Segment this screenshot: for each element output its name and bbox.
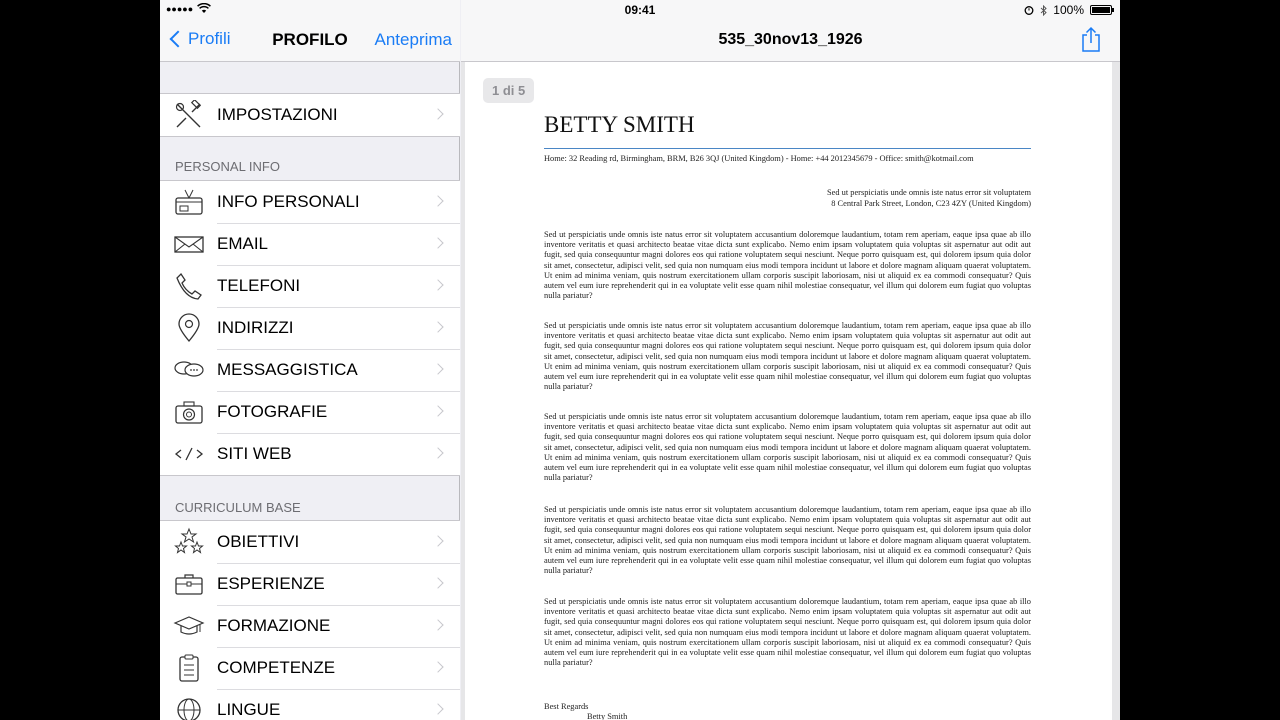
row-indirizzi[interactable] [160,307,460,349]
status-right [1024,3,1112,17]
row-telefoni[interactable] [160,265,460,307]
row-label: INDIRIZZI [217,318,294,337]
letter-paragraph: Sed ut perspiciatis unde omnis iste natus error sit voluptatem accusantium doloremque laudantium, totam rem aperiam, eaque ipsa quae ab illo inventore veritatis et quasi architecto beatae vitae dicta sunt explicabo. Nemo enim ipsam voluptatem quia voluptas sit aspernatur aut odit aut fugit, sed quia consequuntur magni dolores eos qui ratione voluptatem sequi nesciunt. Neque porro quisquam est, qui dolorem ipsum quia dolor sit amet, consectetur, adipisci velit, sed quia non numquam eius modi tempora incidunt ut labore et dolore magnam aliquam quaerat voluptatem. Ut enim ad minima veniam, quis nostrum exercitationem ullam corporis suscipit laboriosam, nisi ut aliquid ex ea commodi consequatur? Quis autem vel eum iure reprehenderit qui in ea voluptate velit esse quam nihil molestiae consequatur, vel illum qui dolorem eum fugiat quo voluptas nulla pariatur? [544,230,1031,301]
chevron-right-icon [432,577,443,588]
settings-group [160,93,460,137]
id-card-icon [173,187,205,217]
row-label: EMAIL [217,234,269,253]
letter-paragraph: Sed ut perspiciatis unde omnis iste natus error sit voluptatem accusantium doloremque laudantium, totam rem aperiam, eaque ipsa quae ab illo inventore veritatis et quasi architecto beatae vitae dicta sunt explicabo. Nemo enim ipsam voluptatem quia voluptas sit aspernatur aut odit aut fugit, sed quia consequuntur magni dolores eos qui ratione voluptatem sequi nesciunt. Neque porro quisquam est, qui dolorem ipsum quia dolor sit amet, consectetur, adipisci velit, sed quia non numquam eius modi tempora incidunt ut labore et dolore magnam aliquam quaerat voluptatem. Ut enim ad minima veniam, quis nostrum exercitationem ullam corporis suscipit laboriosam, nisi ut aliquid ex ea commodi consequatur? Quis autem vel eum iure reprehenderit qui in ea voluptate velit esse quam nihil molestiae consequatur, vel illum qui dolorem eum fugiat quo voluptas nulla pariatur? [544,597,1031,668]
briefcase-icon [173,569,205,599]
phone-icon [173,271,205,301]
back-button-label: Profili [188,29,231,48]
row-email[interactable] [160,223,460,265]
globe-icon [173,695,205,720]
row-esperienze[interactable] [160,563,460,605]
document-page[interactable] [465,62,1112,720]
row-impostazioni[interactable] [160,94,460,136]
code-icon [173,439,205,469]
status-bar [160,0,1120,20]
section-header-curriculum: CURRICULUM BASE [175,500,301,515]
share-icon[interactable] [1080,26,1102,52]
stars-icon [173,527,205,557]
personal-info-group [160,180,460,476]
document-title: 535_30nov13_1926 [718,31,863,48]
recipient-block [827,188,1031,209]
chevron-right-icon [432,108,443,119]
row-lingue[interactable] [160,689,460,720]
row-fotografie[interactable] [160,391,460,433]
tools-icon [173,100,205,130]
chevron-right-icon [432,237,443,248]
row-competenze[interactable] [160,647,460,689]
chevron-right-icon [432,619,443,630]
chevron-right-icon [432,405,443,416]
graduation-cap-icon [173,611,205,641]
chevron-right-icon [432,279,443,290]
battery-icon [1090,5,1112,15]
row-obiettivi[interactable] [160,521,460,563]
row-label: ESPERIENZE [217,574,325,593]
document-preview-pane [461,0,1120,720]
sign-off: Best Regards [544,702,589,711]
section-header-personal-info: PERSONAL INFO [175,159,280,174]
recipient-line-2: 8 Central Park Street, London, C23 4ZY (United Kingdom) [831,198,1031,208]
row-label: IMPOSTAZIONI [217,105,338,124]
row-label: INFO PERSONALI [217,192,360,211]
location-pin-icon [173,313,205,343]
row-label: COMPETENZE [217,658,336,677]
page-indicator: 1 di 5 [483,78,534,103]
camera-icon [173,397,205,427]
chevron-right-icon [432,195,443,206]
chevron-right-icon [432,321,443,332]
row-label: TELEFONI [217,276,301,295]
chevron-right-icon [432,661,443,672]
battery-fill [1092,7,1110,13]
letter-paragraph: Sed ut perspiciatis unde omnis iste natus error sit voluptatem accusantium doloremque laudantium, totam rem aperiam, eaque ipsa quae ab illo inventore veritatis et quasi architecto beatae vitae dicta sunt explicabo. Nemo enim ipsam voluptatem quia voluptas sit aspernatur aut odit aut fugit, sed quia consequuntur magni dolores eos qui ratione voluptatem sequi nesciunt. Neque porro quisquam est, qui dolorem ipsum quia dolor sit amet, consectetur, adipisci velit, sed quia non numquam eius modi tempora incidunt ut labore et dolore magnam aliquam quaerat voluptatem. Ut enim ad minima veniam, quis nostrum exercitationem ullam corporis suscipit laboriosam, nisi ut aliquid ex ea commodi consequatur? Quis autem vel eum iure reprehenderit qui in ea voluptate velit esse quam nihil molestiae consequatur, vel illum qui dolorem eum fugiat quo voluptas nulla pariatur? [544,321,1031,392]
clock: 09:41 [624,3,656,17]
ipad-screen [160,0,1120,720]
profile-master-pane [160,0,460,720]
chat-bubbles-icon [173,355,205,385]
row-formazione[interactable] [160,605,460,647]
bluetooth-icon [1040,5,1047,16]
row-label: OBIETTIVI [217,532,300,551]
page-title: PROFILO [272,30,348,49]
letter-paragraph: Sed ut perspiciatis unde omnis iste natus error sit voluptatem accusantium doloremque laudantium, totam rem aperiam, eaque ipsa quae ab illo inventore veritatis et quasi architecto beatae vitae dicta sunt explicabo. Nemo enim ipsam voluptatem quia voluptas sit aspernatur aut odit aut fugit, sed quia consequuntur magni dolores eos qui ratione voluptatem sequi nesciunt. Neque porro quisquam est, qui dolorem ipsum quia dolor sit amet, consectetur, adipisci velit, sed quia non numquam eius modi tempora incidunt ut labore et dolore magnam aliquam quaerat voluptatem. Ut enim ad minima veniam, quis nostrum exercitationem ullam corporis suscipit laboriosam, nisi ut aliquid ex ea commodi consequatur? Quis autem vel eum iure reprehenderit qui in ea voluptate velit esse quam nihil molestiae consequatur, vel illum qui dolorem eum fugiat quo voluptas nulla pariatur? [544,505,1031,576]
row-label: LINGUE [217,700,281,719]
header-divider [544,148,1031,149]
chevron-right-icon [432,363,443,374]
curriculum-group [160,520,460,720]
recipient-line-1: Sed ut perspiciatis unde omnis iste natus error sit voluptatem [827,188,1031,197]
row-siti-web[interactable] [160,433,460,475]
envelope-icon [173,229,205,259]
battery-percent: 100% [1053,3,1084,17]
signature: Betty Smith [587,712,628,720]
row-messaggistica[interactable] [160,349,460,391]
contact-line: Home: 32 Reading rd, Birmingham, BRM, B26 3QJ (United Kingdom) - Home: +44 2012345679 - Office: smith@kotmail.com [544,154,974,163]
chevron-right-icon [432,447,443,458]
row-label: SITI WEB [217,444,292,463]
row-label: FOTOGRAFIE [217,402,328,421]
chevron-right-icon [432,535,443,546]
alarm-icon [1024,5,1034,15]
signal-strength: ●●●●● [166,3,194,14]
checklist-icon [173,653,205,683]
row-info-personali[interactable] [160,181,460,223]
preview-button[interactable]: Anteprima [374,30,452,49]
letter-paragraph: Sed ut perspiciatis unde omnis iste natus error sit voluptatem accusantium doloremque laudantium, totam rem aperiam, eaque ipsa quae ab illo inventore veritatis et quasi architecto beatae vitae dicta sunt explicabo. Nemo enim ipsam voluptatem quia voluptas sit aspernatur aut odit aut fugit, sed quia consequuntur magni dolores eos qui ratione voluptatem sequi nesciunt. Neque porro quisquam est, qui dolorem ipsum quia dolor sit amet, consectetur, adipisci velit, sed quia non numquam eius modi tempora incidunt ut labore et dolore magnam aliquam quaerat voluptatem. Ut enim ad minima veniam, quis nostrum exercitationem ullam corporis suscipit laboriosam, nisi ut aliquid ex ea commodi consequatur? Quis autem vel eum iure reprehenderit qui in ea voluptate velit esse quam nihil molestiae consequatur, vel illum qui dolorem eum fugiat quo voluptas nulla pariatur? [544,412,1031,483]
row-label: MESSAGGISTICA [217,360,358,379]
row-label: FORMAZIONE [217,616,331,635]
resume-name: BETTY SMITH [544,112,695,137]
chevron-right-icon [432,703,443,714]
